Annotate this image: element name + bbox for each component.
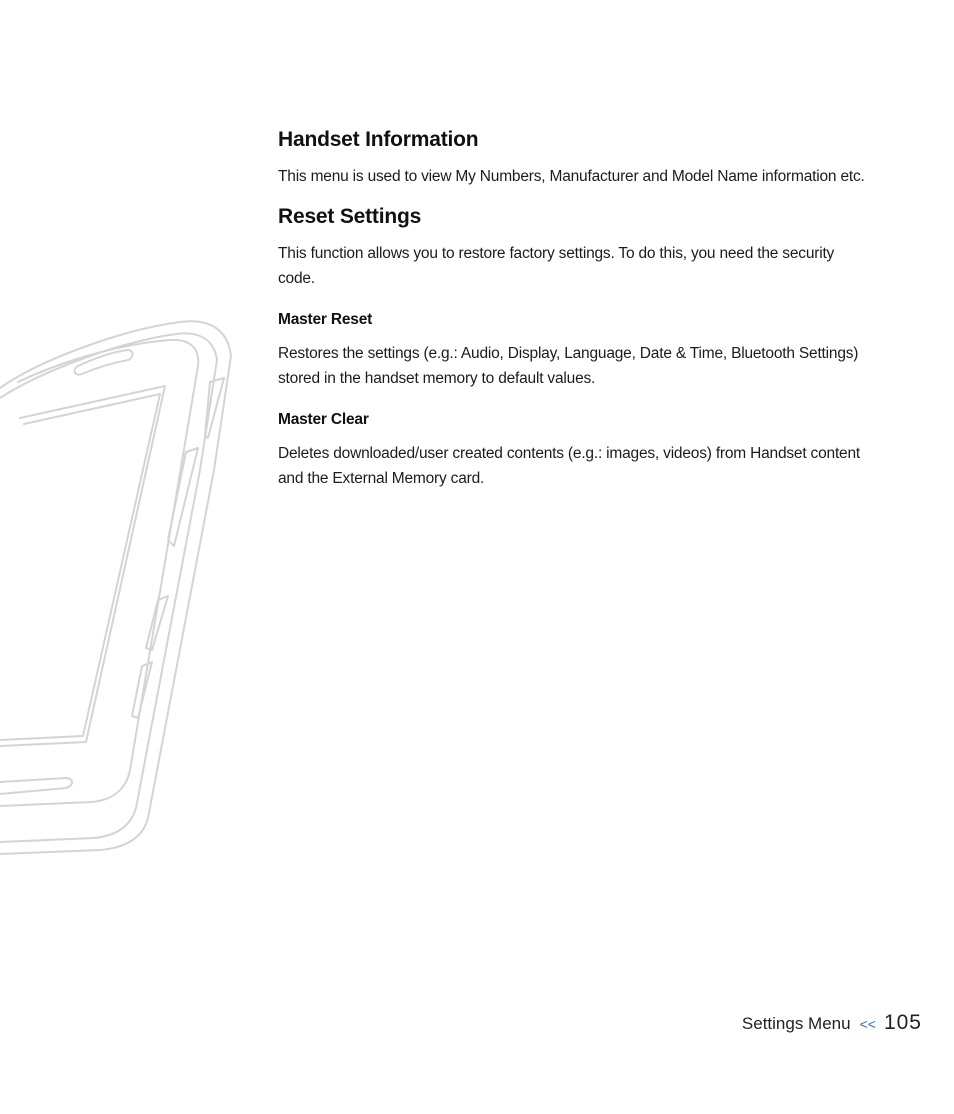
phone-bottom-key <box>0 778 72 794</box>
phone-speaker <box>75 350 133 375</box>
phone-bezel <box>0 340 198 806</box>
footer-section-label: Settings Menu <box>741 1014 851 1033</box>
section-body-handset-information: This menu is used to view My Numbers, Manufacturer and Model Name information etc. <box>278 168 865 185</box>
main-content <box>278 128 868 507</box>
phone-side-key-long <box>168 448 198 546</box>
phone-body-inner-line <box>0 333 217 842</box>
section-title-reset-settings: Reset Settings <box>278 205 422 228</box>
subsection-body-master-clear: Deletes downloaded/user created contents (e.g.: images, videos) from Handset content and the External Memory card. <box>278 445 861 487</box>
phone-screen-inner <box>0 394 160 740</box>
page-footer <box>742 1011 922 1035</box>
section-body-reset-settings: This function allows you to restore factory settings. To do this, you need the security code. <box>278 245 835 287</box>
subsection-title-master-reset: Master Reset <box>278 311 373 328</box>
phone-side-key-1 <box>146 596 168 650</box>
footer-chevron-icon: << <box>859 1016 876 1032</box>
subsection-body-master-reset: Restores the settings (e.g.: Audio, Display, Language, Date & Time, Bluetooth Settings) stored in the handset memory to default values. <box>278 345 859 387</box>
phone-side-key-2 <box>132 662 152 718</box>
section-title-handset-information: Handset Information <box>278 128 479 151</box>
phone-screen <box>0 386 165 746</box>
subsection-title-master-clear: Master Clear <box>278 411 369 428</box>
phone-side-key-top <box>205 378 224 438</box>
page-number: 105 <box>883 1011 922 1034</box>
